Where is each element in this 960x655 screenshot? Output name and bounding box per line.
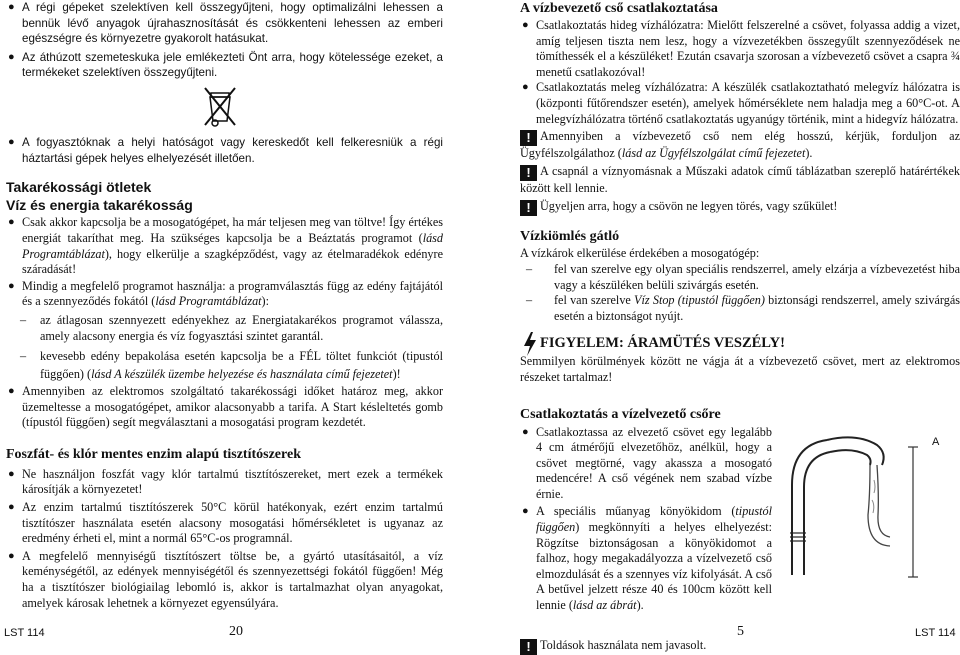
list-item: ● Amennyiben az elektromos szolgáltató takarékossági időket határoz meg, akkor üzemeltesse a mosogatógépet, amikor alacsonyabb a tarifa. A Start késleltetés gomb (típustól függően) segít megválasztani a mosogatási program kezdetét. [8,384,443,430]
section-title: Vízkiömlés gátló [520,229,620,245]
page-number-right: 5 [737,624,744,639]
section-subtitle: Víz és energia takarékosság [6,196,193,213]
list-item: ● A fogyasztóknak a helyi hatóságot vagy kereskedőt kell felkeresniük a régi háztartási gépek helyes elhelyezését illetően. [8,135,443,165]
warning-icon: ! [520,165,537,181]
footer-code-right: LST 114 [915,627,956,639]
drain-section [520,425,960,614]
section-title: Csatlakoztatás a vízelvezető csőre [520,406,721,422]
left-page [6,0,443,611]
bullet-icon: ● [522,19,529,31]
warning-note: ! Ügyeljen arra, hogy a csövön ne legyen törés, vagy szűkület! [520,199,960,216]
list-item: ● A speciális műanyag könyökidom (tipustól függően) megkönnyíti a helyes elhelyezést: Rögzítse biztonságosan a könyökidomot a falhoz, hogy megakadályozza a vízelvezető cső elmozdulását és a szennyes víz kifolyását. A cső A betűvel jelzett része 40 és 100cm között kell lennie (lásd az ábrát). [522,504,772,613]
section-title: Foszfát- és klór mentes enzim alapú tisztítószerek [6,446,301,462]
dash-item: – fel van szerelve Víz Stop (tipustól függően) biztonsági rendszerrel, amely szivárgás esetén a biztonságot nyújt. [526,293,960,323]
page-number-left: 20 [229,624,243,639]
warning-note: ! A csapnál a víznyomásnak a Műszaki adatok című táblázatban szereplő határértékek között kell lennie. [520,163,960,195]
drain-hose-figure [782,425,960,585]
paragraph: A vízkárok elkerülése érdekében a mosogatógép: [520,246,760,261]
crossed-out-wheelie-bin-icon [202,85,238,129]
bullet-icon: ● [8,549,15,562]
section-title: A vízbevezető cső csatlakoztatása [520,1,718,16]
dash-item: – az átlagosan szennyezett edényekhez az Energiatakarékos programot válassza, amely alacsony energia és víz fogyasztási szintet garantál. [20,312,443,343]
danger-heading: FIGYELEM: ÁRAMÜTÉS VESZÉLY! [520,332,960,354]
bullet-icon: ● [8,1,15,13]
bullet-icon: ● [8,501,15,514]
list-item: ● A megfelelő mennyiségű tisztítószert töltse be, a gyártó utasításaitól, a víz keménységétől, az edények mennyiségétől és szennyezettségi fokától függően! Még ha a tisztítószer biológiailag lebomló is, akkor is tartalmazhat olyan anyagokat, amelyek károsak lehetnek a környezet egyensúlyára. [8,548,443,610]
dash-item: – kevesebb edény bepakolása esetén kapcsolja be a FÉL töltet funkciót (tipustól függően) (lásd A készülék üzembe helyezése és használata című fejezetet)! [20,349,443,382]
footer-code-left: LST 114 [4,627,45,639]
warning-note: ! Toldások használata nem javasolt. [520,638,960,655]
warning-icon: ! [520,639,537,655]
bullet-icon: ● [522,505,529,518]
bullet-icon: ● [8,50,15,63]
bullet-icon: ● [522,81,529,94]
list-item: ● Csak akkor kapcsolja be a mosogatógépet, ha már teljesen meg van töltve! Így értékes energiát takaríthat meg. Ha szükséges kapcsolja be a Beáztatás programot (lásd Programtáblázat), hogy elkerülje a szagképződést, vagy az ételmaradékok edényre száradását! [8,215,444,277]
dash-item: – fel van szerelve egy olyan speciális rendszerrel, amely elzárja a vízbevezetést hiba vagy a készüléken belüli szivárgás esetén. [526,261,960,292]
list-item: ● Ne használjon foszfát vagy klór tartalmú tisztítószereket, mert ezek a termékek károsítják a környezetet! [8,466,443,497]
list-item: ● Csatlakoztatás meleg vízhálózatra: A készülék csatlakoztatható melegvíz hálózatra is (központi fűtőrendszer esetén), amelyek hőmérséklete nem haladja meg a 60°C-ot. A melegvízhálózatra történő csatlakoztatás ugyanúgy történik, mint a hidegvíz hálózatra. [522,80,960,126]
warning-icon: ! [520,130,537,146]
svg-text:A: A [932,435,940,448]
section-title: Takarékossági ötletek [6,179,152,196]
lightning-bolt-icon [522,332,538,356]
list-item: ● Csatlakoztatás hideg vízhálózatra: Mielőtt felszerelné a csövet, folyassa addig a vizet, amíg teljesen tiszta nem lesz, hogy a vízvezetékben összegyűlt szennyeződések ne tömíthessék el a készüléket! Ezután csavarja szorosan a vízbevezető csövet a csapra ¾ menetű csatlakozóval! [522,18,960,79]
list-item: ● Csatlakoztassa az elvezető csövet egy legalább 4 cm átmérőjű elvezetőhöz, anélkül, hogy a csövet megtörné, vagy akassza a mosogató medencére! A cső végének nem szabad vízbe érnie. [522,424,772,501]
warning-note: ! Amennyiben a vízbevezető cső nem elég hosszú, kérjük, forduljon az Ügyfélszolgálathoz (lásd az Ügyfélszolgálat című fejezetet). [520,129,960,161]
crossed-bin-area [6,81,443,131]
warning-icon: ! [520,200,537,216]
right-page [520,0,960,655]
list-item: ● Az enzim tartalmú tisztítószerek 50°C körül hatékonyak, ezért enzim tartalmú tisztítószer használata esetén alacsony mosogatási hőmérsékletet is ugyanaz az eredmény érheti el, mint a normál 65°C-os programnál. [8,500,443,546]
list-item: ● A régi gépeket szelektíven kell összegyűjteni, hogy optimalizálni lehessen a bennük lévő anyagok újrahasznosítását és csökkenteni lehessen az emberi egészségre és környezetre gyakorolt hatásukat. [8,1,443,46]
bullet-icon: ● [8,216,15,229]
paragraph: Semmilyen körülmények között ne vágja át a vízbevezető csövet, mert az elektromos részeket tartalmaz! [520,354,960,384]
bullet-icon: ● [8,385,15,398]
bullet-icon: ● [8,135,15,148]
bullet-icon: ● [8,279,15,292]
bullet-icon: ● [522,425,529,438]
bullet-icon: ● [8,467,15,480]
list-item: ● Mindig a megfelelő programot használja: a programválasztás függ az edény fajtájától és a szennyeződés fokától (lásd Programtáblázat): [8,278,443,309]
list-item: ● Az áthúzott szemeteskuka jele emlékezteti Önt arra, hogy kötelessége ezeket, a termékeket szelektíven összegyűjteni. [8,50,443,80]
